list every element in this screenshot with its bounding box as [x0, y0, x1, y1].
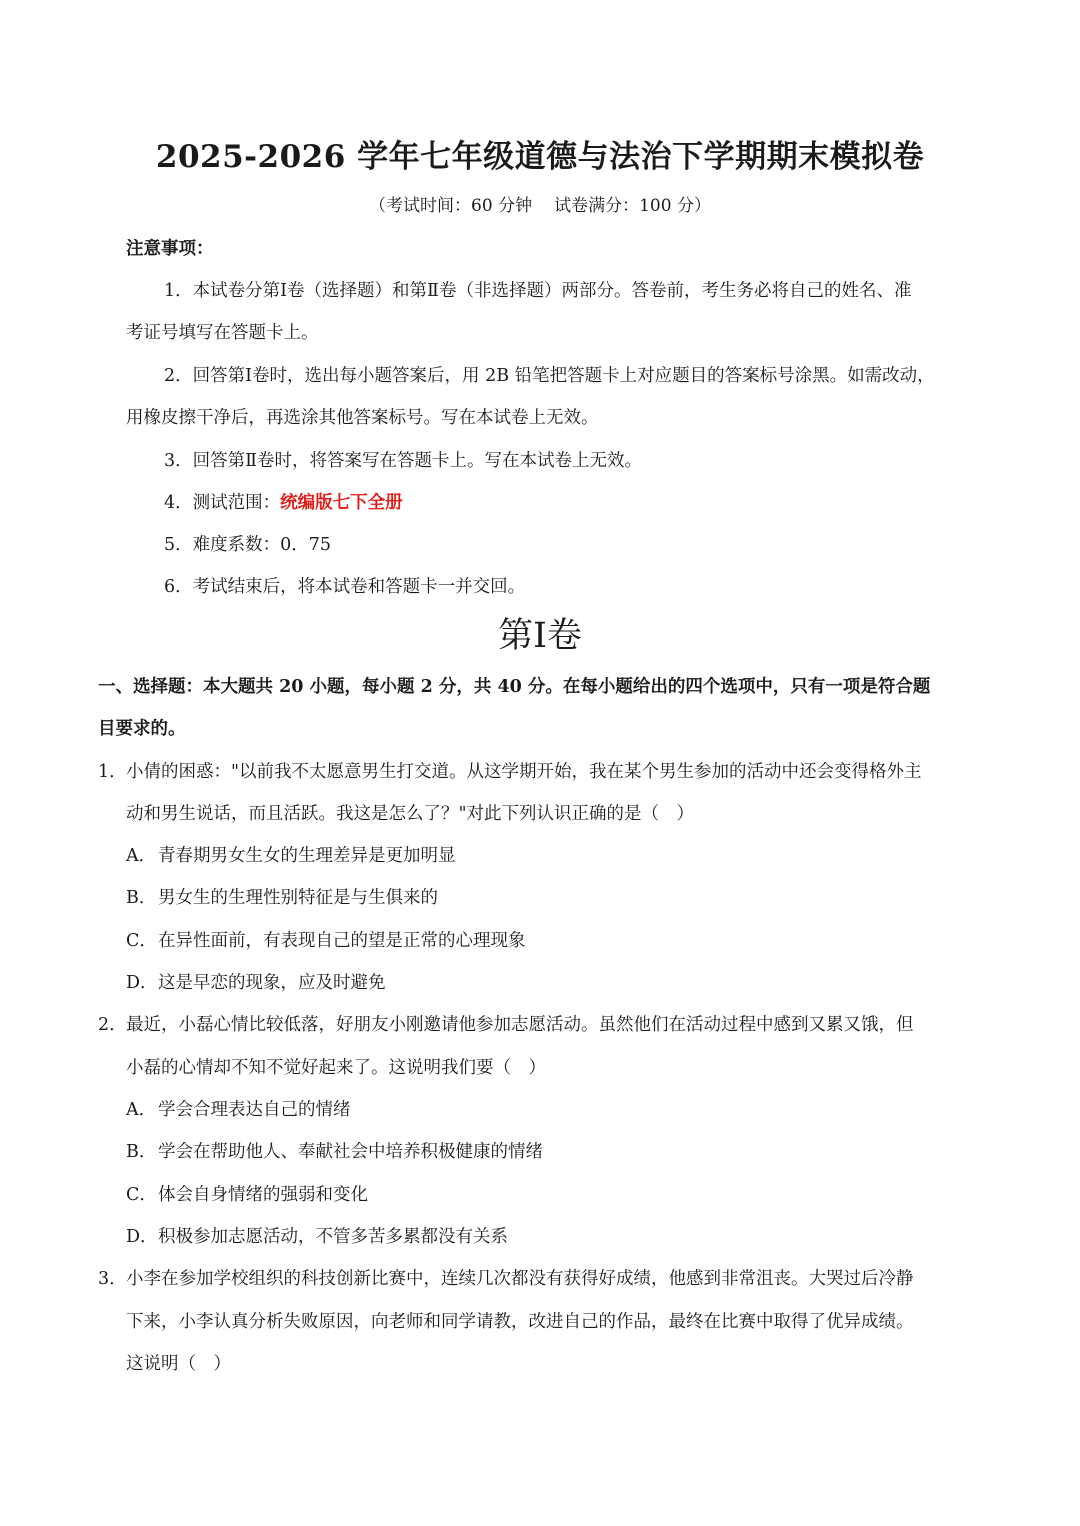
- note-item-2-line-1: 2．回答第Ⅰ卷时，选出每小题答案后，用 2B 铅笔把答题卡上对应题目的答案标号涂黑。如需改动，: [164, 366, 935, 386]
- option-label: C．: [126, 931, 157, 951]
- question-3-stem-line-3: 这说明（ ）: [126, 1354, 231, 1374]
- question-1-option-a: [126, 843, 456, 869]
- notes-heading: 注意事项：: [126, 239, 214, 259]
- option-label: B．: [126, 1142, 157, 1162]
- question-3-stem-line-1: [98, 1266, 914, 1292]
- option-text: 积极参加志愿活动，不管多苦多累都没有关系: [158, 1227, 508, 1247]
- option-text: 这是早恋的现象，应及时避免: [158, 973, 386, 993]
- question-3-stem-line-2: 下来，小李认真分析失败原因，向老师和同学请教，改进自己的作品，最终在比赛中取得了优异成绩。: [126, 1312, 914, 1332]
- question-2-option-d: [126, 1224, 508, 1250]
- test-scope: 统编版七下全册: [280, 493, 403, 513]
- option-text: 体会自身情绪的强弱和变化: [158, 1185, 368, 1205]
- question-1-option-c: [126, 928, 526, 954]
- option-label: D．: [126, 973, 158, 993]
- note-item-2-line-2: 用橡皮擦干净后，再选涂其他答案标号。写在本试卷上无效。: [126, 408, 599, 428]
- question-2-option-a: [126, 1097, 351, 1123]
- option-label: B．: [126, 888, 157, 908]
- question-number: 3．: [98, 1269, 127, 1289]
- full-score: 试卷满分：100 分）: [554, 196, 711, 216]
- note-item-1-line-2: 考证号填写在答题卡上。: [126, 323, 319, 343]
- note-item-6: 6．考试结束后，将本试卷和答题卡一并交回。: [164, 577, 526, 597]
- question-number: 1．: [98, 762, 127, 782]
- question-2-stem-line-1: [98, 1012, 914, 1038]
- question-stem-text: 小李在参加学校组织的科技创新比赛中，连续几次都没有获得好成绩，他感到非常沮丧。大哭过后冷静: [126, 1269, 914, 1289]
- exam-info: [0, 194, 1080, 218]
- exam-title: 2025-2026 学年七年级道德与法治下学期期末模拟卷: [155, 139, 925, 175]
- option-text: 学会在帮助他人、奉献社会中培养积极健康的情绪: [158, 1142, 543, 1162]
- exam-time: （考试时间：60 分钟: [369, 196, 533, 216]
- question-stem-text: 最近，小磊心情比较低落，好朋友小刚邀请他参加志愿活动。虽然他们在活动过程中感到又累又饿，但: [126, 1015, 914, 1035]
- section-instruction-line-2: 目要求的。: [98, 719, 186, 739]
- note-item-4: [164, 490, 403, 516]
- note-item-4-prefix: 4．测试范围：: [164, 493, 281, 513]
- option-label: A．: [126, 1100, 157, 1120]
- section-instruction-line-1: 一、选择题：本大题共 20 小题，每小题 2 分，共 40 分。在每小题给出的四个选项中，只有一项是符合题: [98, 677, 931, 697]
- section-title: 第Ⅰ卷: [498, 616, 582, 656]
- question-number: 2．: [98, 1015, 127, 1035]
- question-2-stem-line-2: 小磊的心情却不知不觉好起来了。这说明我们要（ ）: [126, 1058, 546, 1078]
- question-2-option-b: [126, 1139, 543, 1165]
- option-text: 学会合理表达自己的情绪: [158, 1100, 351, 1120]
- question-stem-text: 小倩的困惑："以前我不太愿意男生打交道。从这学期开始，我在某个男生参加的活动中还会变得格外主: [126, 762, 922, 782]
- question-1-option-d: [126, 970, 386, 996]
- option-label: A．: [126, 846, 157, 866]
- question-1-stem-line-2: 动和男生说话，而且活跃。我这是怎么了？"对此下列认识正确的是（ ）: [126, 804, 695, 824]
- note-item-1-line-1: 1．本试卷分第Ⅰ卷（选择题）和第Ⅱ卷（非选择题）两部分。答卷前，考生务必将自己的姓名、准: [164, 281, 912, 301]
- question-1-option-b: [126, 885, 438, 911]
- option-label: D．: [126, 1227, 158, 1247]
- question-2-option-c: [126, 1182, 368, 1208]
- question-1-stem-line-1: [98, 759, 922, 785]
- note-item-3: 3．回答第Ⅱ卷时，将答案写在答题卡上。写在本试卷上无效。: [164, 451, 643, 471]
- option-text: 青春期男女生女的生理差异是更加明显: [158, 846, 456, 866]
- note-item-5: 5．难度系数：0．75: [164, 535, 332, 555]
- option-label: C．: [126, 1185, 157, 1205]
- option-text: 男女生的生理性别特征是与生俱来的: [158, 888, 438, 908]
- option-text: 在异性面前，有表现自己的望是正常的心理现象: [158, 931, 526, 951]
